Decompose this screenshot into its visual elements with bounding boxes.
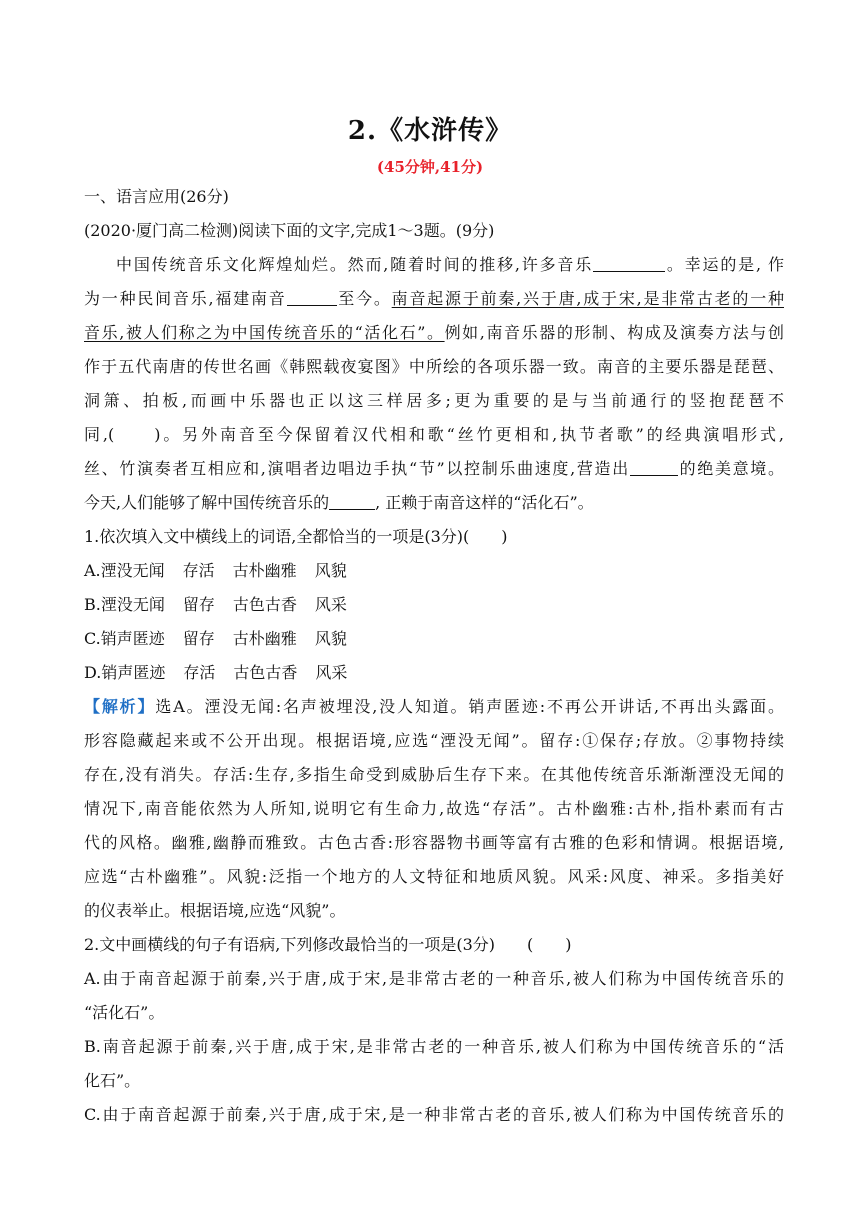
analysis-line: 情况下,南音能依然为人所知,说明它有生命力,故选“存活”。古朴幽雅:古朴,指朴素而有古 (84, 799, 784, 818)
question-1-option-a: A.湮没无闻 存活 古朴幽雅 风貌 (84, 561, 347, 580)
passage-line: 作于五代南唐的传世名画《韩熙载夜宴图》中所绘的各项乐器一致。南音的主要乐器是琵琶、 (84, 357, 784, 376)
passage-line: 音乐,被人们称之为中国传统音乐的“活化石”。例如,南音乐器的形制、构成及演奏方法与创 (84, 323, 784, 342)
passage-line: 中国传统音乐文化辉煌灿烂。然而,随着时间的推移,许多音乐 。幸运的是, 作 (116, 255, 784, 274)
analysis-line: 存在,没有消失。存活:生存,多指生命受到威胁后生存下来。在其他传统音乐渐渐湮没无闻的 (84, 765, 784, 784)
analysis-line: 形容隐藏起来或不公开出现。根据语境,应选“湮没无闻”。留存:①保存;存放。②事物持续 (84, 731, 784, 750)
question-1-option-d: D.销声匿迹 存活 古色古香 风采 (84, 663, 348, 682)
underlined-sentence: 南音起源于前秦,兴于唐,成于宋,是非常古老的一种 (391, 289, 784, 308)
answer-blank (593, 255, 665, 272)
question-1-option-b: B.湮没无闻 留存 古色古香 风采 (84, 595, 347, 614)
question-2-option-a-cont: “活化石”。 (84, 1003, 165, 1022)
answer-blank (630, 459, 678, 476)
reading-instruction: (2020·厦门高二检测)阅读下面的文字,完成1～3题。(9分) (84, 221, 495, 240)
question-2-option-b: B.南音起源于前秦,兴于唐,成于宋,是非常古老的一种音乐,被人们称为中国传统音乐的“活 (84, 1037, 784, 1056)
analysis-line: 【解析】选A。湮没无闻:名声被埋没,没人知道。销声匿迹:不再公开讲话,不再出头露面。 (84, 697, 784, 716)
passage-line: 同,( )。另外南音至今保留着汉代相和歌“丝竹更相和,执节者歌”的经典演唱形式, (84, 425, 784, 444)
passage-line: 今天,人们能够了解中国传统音乐的 , 正赖于南音这样的“活化石”。 (84, 493, 594, 512)
question-1-stem: 1.依次填入文中横线上的词语,全都恰当的一项是(3分)( ) (84, 527, 508, 546)
page-title: 2.《水浒传》 (347, 116, 513, 146)
time-score-note: (45分钟,41分) (376, 158, 484, 176)
passage-line: 为一种民间音乐,福建南音 至今。南音起源于前秦,兴于唐,成于宋,是非常古老的一种 (84, 289, 784, 308)
question-2-option-c: C.由于南音起源于前秦,兴于唐,成于宋,是一种非常古老的音乐,被人们称为中国传统音乐的 (84, 1105, 784, 1124)
passage-line: 丝、竹演奏者互相应和,演唱者边唱边手执“节”以控制乐曲速度,营造出 的绝美意境。 (84, 459, 784, 478)
answer-blank (329, 493, 375, 510)
analysis-line: 代的风格。幽雅,幽静而雅致。古色古香:形容器物书画等富有古雅的色彩和情调。根据语境, (84, 833, 784, 852)
passage-line: 洞箫、拍板,而画中乐器也正以这三样居多;更为重要的是与当前通行的竖抱琵琶不 (84, 391, 784, 410)
answer-blank (287, 289, 337, 306)
analysis-tag: 【解析】 (84, 697, 156, 716)
section-heading: 一、语言应用(26分) (84, 187, 229, 206)
question-2-option-a: A.由于南音起源于前秦,兴于唐,成于宋,是非常古老的一种音乐,被人们称为中国传统音乐的 (84, 969, 784, 988)
question-2-option-b-cont: 化石”。 (84, 1071, 141, 1090)
question-2-stem: 2.文中画横线的句子有语病,下列修改最恰当的一项是(3分) ( ) (84, 935, 572, 954)
question-1-option-c: C.销声匿迹 留存 古朴幽雅 风貌 (84, 629, 347, 648)
underlined-sentence: 音乐,被人们称之为中国传统音乐的“活化石”。 (84, 323, 445, 342)
analysis-line: 的仪表举止。根据语境,应选“风貌”。 (84, 901, 346, 920)
analysis-line: 应选“古朴幽雅”。风貌:泛指一个地方的人文特征和地质风貌。风采:风度、神采。多指美好 (84, 867, 784, 886)
